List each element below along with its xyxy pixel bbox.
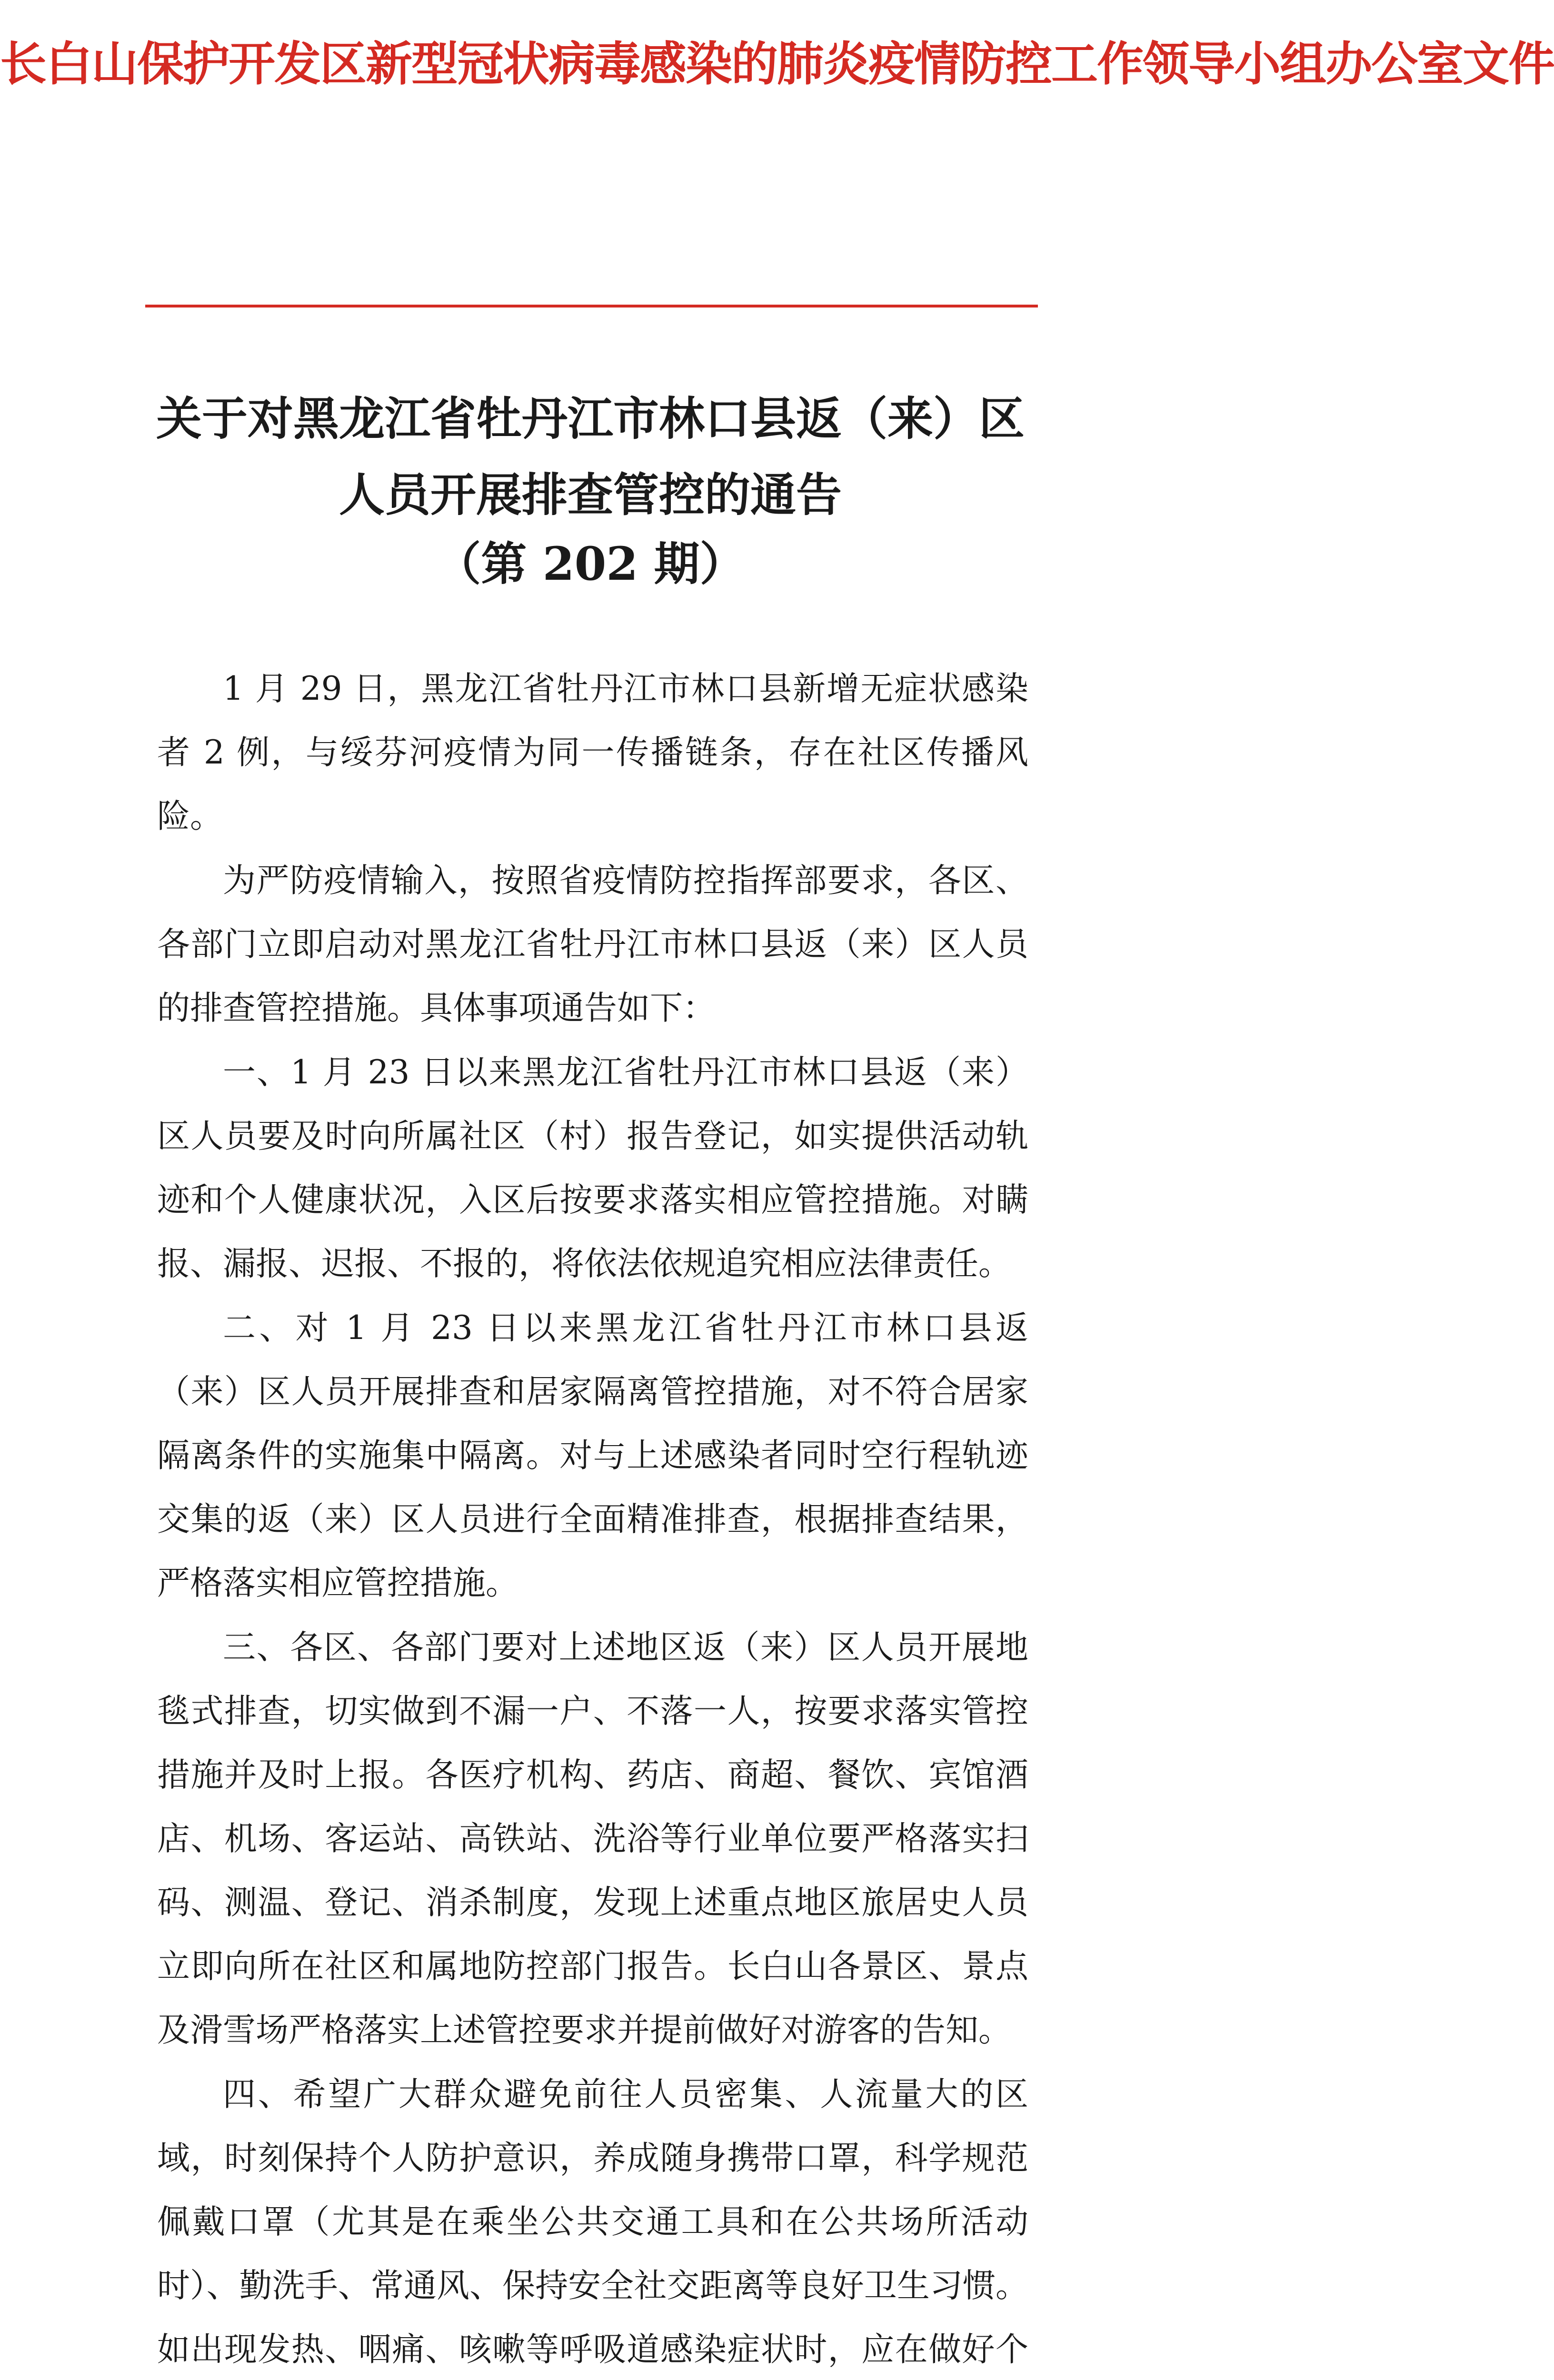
paragraph-item-2: 二、对 1 月 23 日以来黑龙江省牡丹江市林口县返（来）区人员开展排查和居家隔离管控措施，对不符合居家隔离条件的实施集中隔离。对与上述感染者同时空行程轨迹交集的返（来）区人员进行全面精准排查，根据排查结果，严格落实相应管控措施。 (157, 1309, 1028, 1602)
document-header-title: 长白山保护开发区新型冠状病毒感染的肺炎疫情防控工作领导小组办公室文件 (0, 37, 1554, 91)
paragraph-item-1: 一、1 月 23 日以来黑龙江省牡丹江市林口县返（来）区人员要及时向所属社区（村）报告登记，如实提供活动轨迹和个人健康状况，入区后按要求落实相应管控措施。对瞒报、漏报、迟报、不报的，将依法依规追究相应法律责任。 (157, 1053, 1028, 1283)
paragraph-purpose: 为严防疫情输入，按照省疫情防控指挥部要求，各区、各部门立即启动对黑龙江省牡丹江市林口县返（来）区人员的排查管控措施。具体事项通告如下： (157, 862, 1028, 1027)
notice-title-line-1: 关于对黑龙江省牡丹江市林口县返（来）区 (156, 392, 1025, 446)
notice-body (157, 657, 1028, 2380)
paragraph-intro: 1 月 29 日，黑龙江省牡丹江市林口县新增无症状感染者 2 例，与绥芬河疫情为同一传播链条，存在社区传播风险。 (157, 670, 1028, 835)
notice-title-line-2: 人员开展排查管控的通告 (339, 468, 842, 522)
notice-issue-number: （第 202 期） (435, 537, 746, 591)
paragraph-item-4: 四、希望广大群众避免前往人员密集、人流量大的区域，时刻保持个人防护意识，养成随身携带口罩，科学规范佩戴口罩（尤其是在乘坐公共交通工具和在公共场所活动时）、勤洗手、常通风、保持安全社交距离等良好卫生习惯。如出现发热、咽痛、咳嗽等呼吸道感染症状时，应在做好个 (157, 2075, 1028, 2369)
paragraph-item-3: 三、各区、各部门要对上述地区返（来）区人员开展地毯式排查，切实做到不漏一户、不落一人，按要求落实管控措施并及时上报。各医疗机构、药店、商超、餐饮、宾馆酒店、机场、客运站、高铁站、洗浴等行业单位要严格落实扫码、测温、登记、消杀制度，发现上述重点地区旅居史人员立即向所在社区和属地防控部门报告。长白山各景区、景点及滑雪场严格落实上述管控要求并提前做好对游客的告知。 (157, 1628, 1028, 2049)
red-divider-line (145, 305, 1038, 307)
